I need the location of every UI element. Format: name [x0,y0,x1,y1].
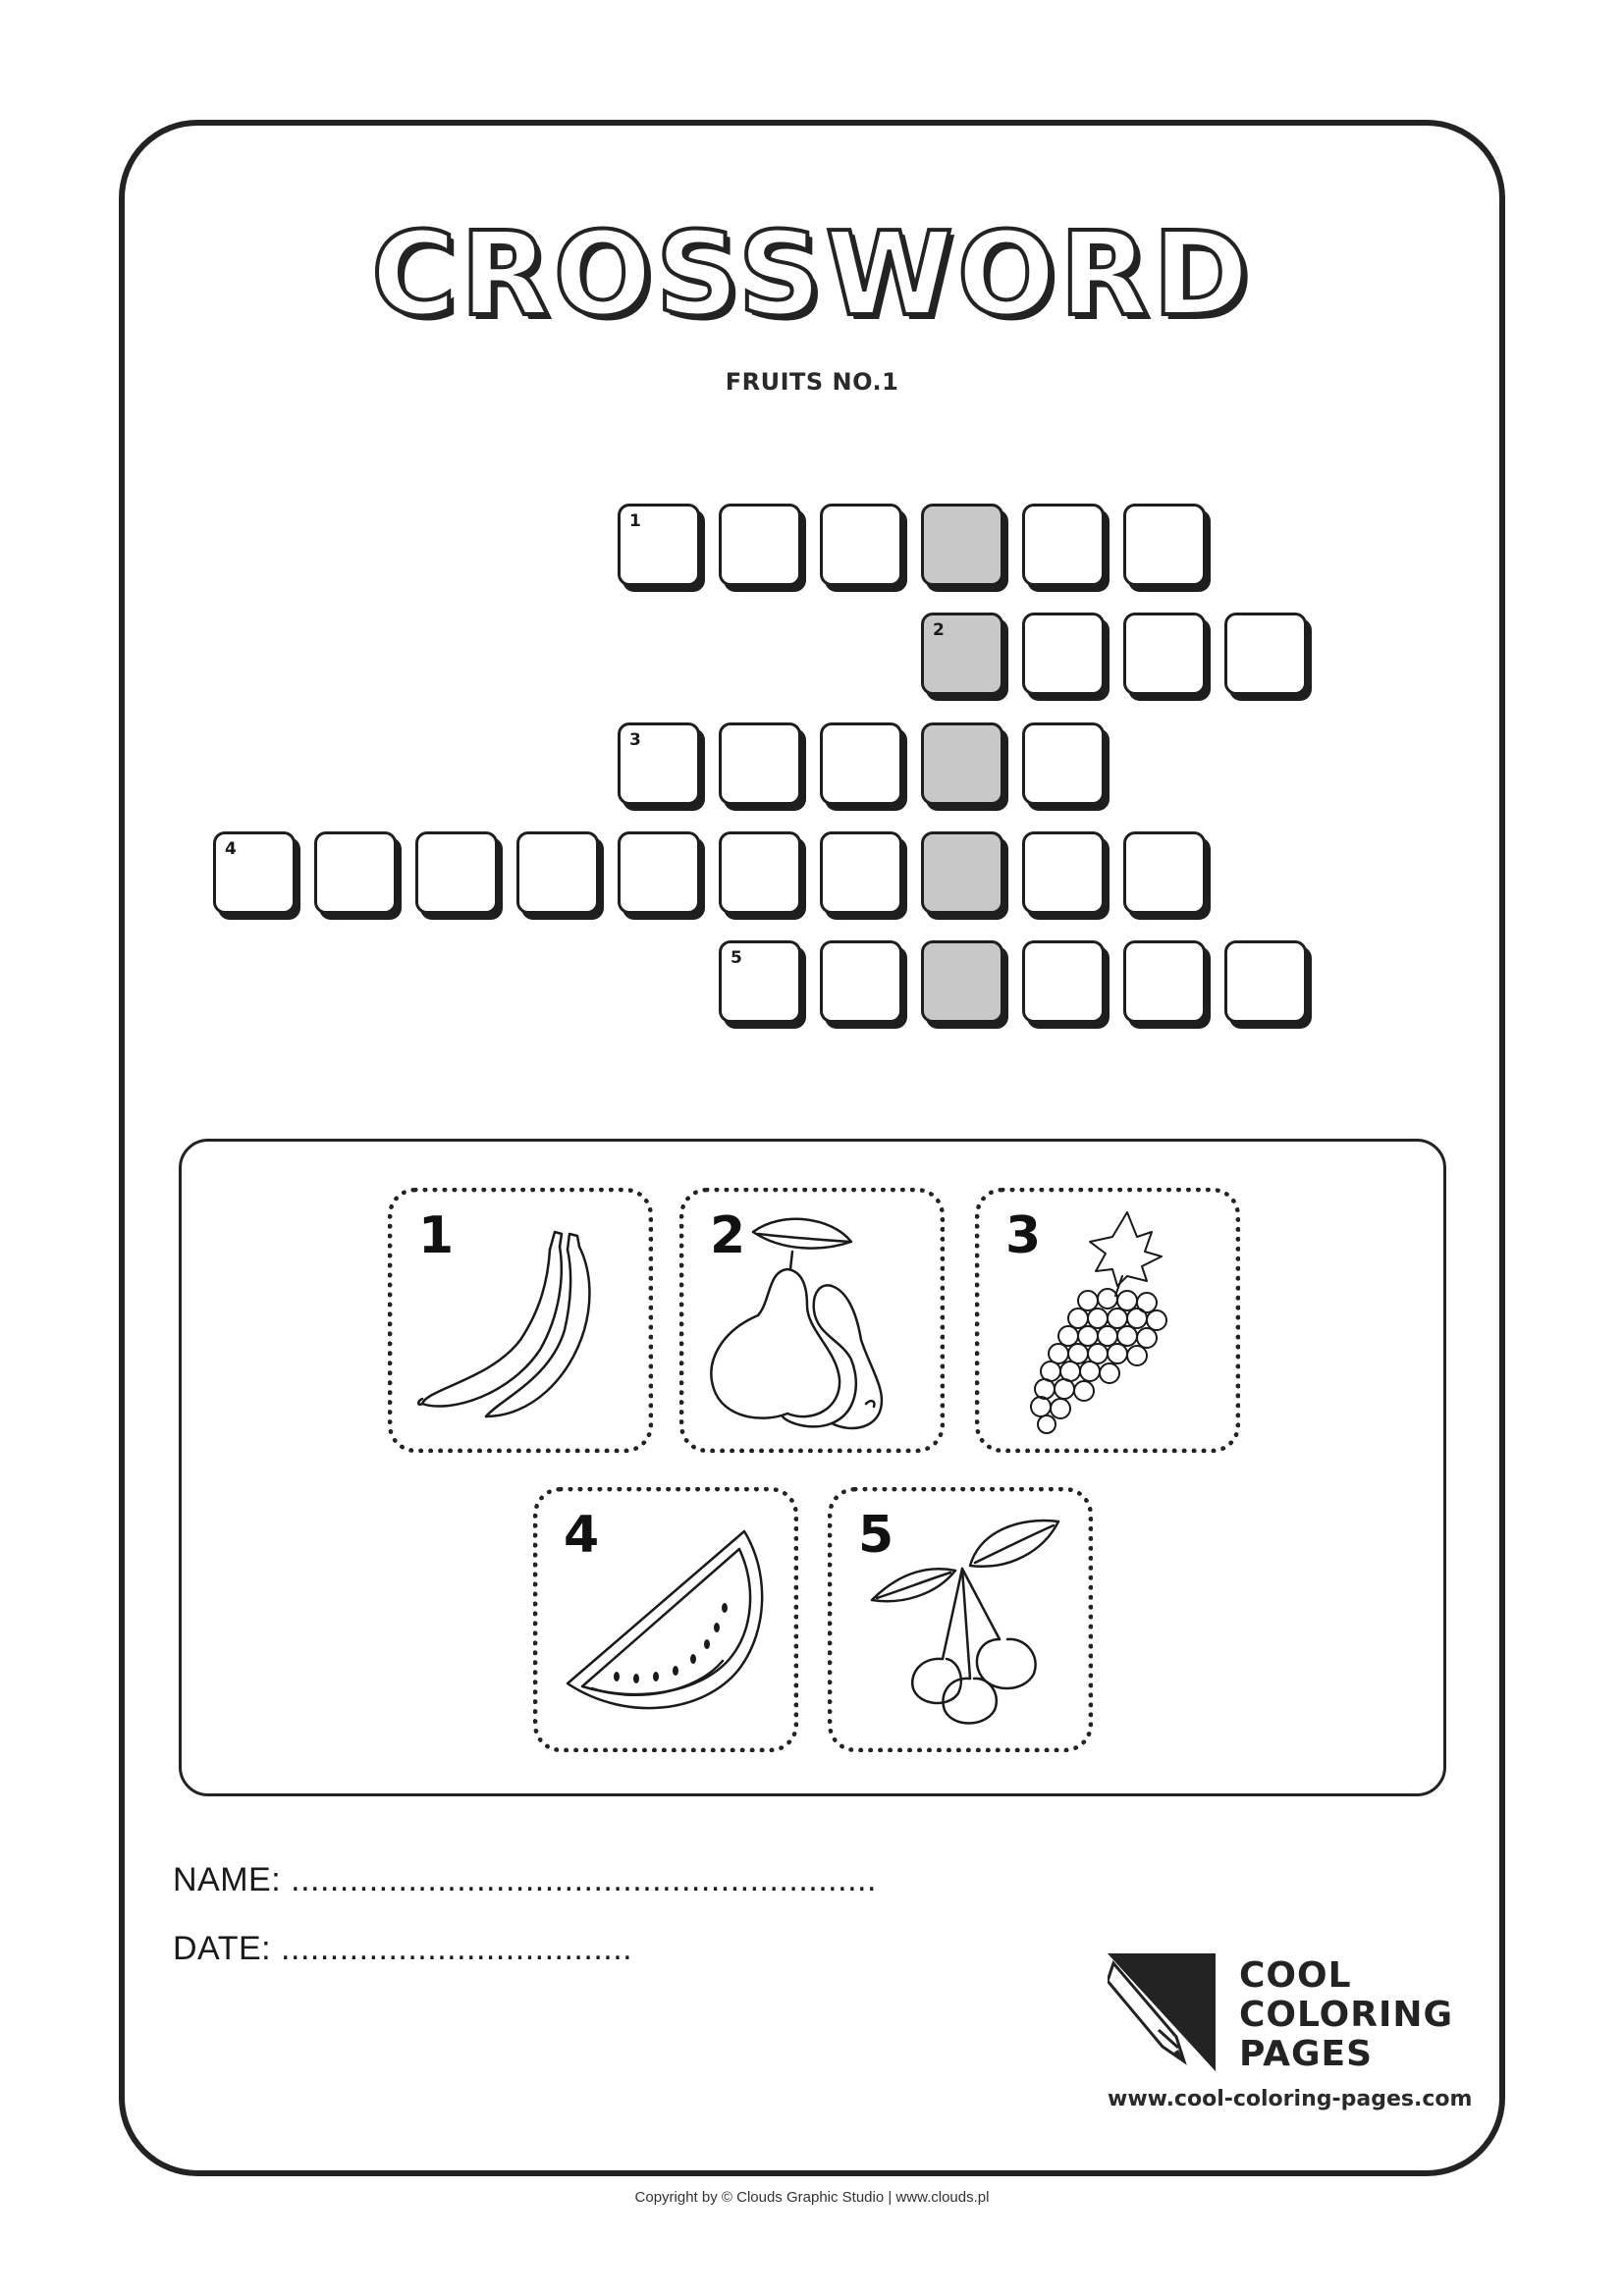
clue-number: 1 [418,1206,455,1265]
crossword-cell-1-5[interactable] [1022,504,1105,586]
clue-card-5 [828,1487,1093,1752]
pear-icon [684,1193,940,1448]
date-field[interactable]: DATE: .................................... [173,1930,633,1967]
crossword-cell-4-8[interactable] [921,831,1003,914]
crossword-cell-4-1[interactable] [213,831,296,914]
crossword-cell-1-6[interactable] [1123,504,1206,586]
crossword-cell-3-2[interactable] [719,722,801,805]
crossword-cell-1-1[interactable] [618,504,700,586]
crossword-cell-3-5[interactable] [1022,722,1105,805]
watermelon-icon [538,1492,793,1747]
crossword-cell-2-2[interactable] [1022,613,1105,695]
word-number: 5 [731,948,742,968]
clue-number: 2 [710,1206,746,1265]
clue-card-2 [679,1188,945,1453]
page-title: CROSSWORD [371,206,1253,342]
word-number: 4 [225,839,237,859]
page-subtitle: FRUITS NO.1 [725,368,899,396]
brand-line-2: COLORING [1239,1995,1454,2035]
brand-line-3: PAGES [1239,2034,1374,2074]
crossword-cell-5-3[interactable] [921,940,1003,1023]
crossword-cell-1-2[interactable] [719,504,801,586]
word-number: 3 [629,730,641,750]
cherries-icon [833,1492,1088,1747]
crossword-cell-5-5[interactable] [1123,940,1206,1023]
crossword-cell-5-6[interactable] [1224,940,1307,1023]
crossword-cell-5-1[interactable] [719,940,801,1023]
crossword-cell-5-4[interactable] [1022,940,1105,1023]
clue-card-1 [388,1188,653,1453]
clue-number: 3 [1005,1206,1042,1265]
crossword-cell-4-10[interactable] [1123,831,1206,914]
crossword-cell-1-4[interactable] [921,504,1003,586]
name-field[interactable]: NAME: ............................................................ [173,1861,877,1898]
crossword-cell-3-3[interactable] [820,722,902,805]
banana-icon [393,1193,648,1448]
clue-card-3 [975,1188,1240,1453]
word-number: 1 [629,511,641,531]
brand-url[interactable]: www.cool-coloring-pages.com [1108,2087,1473,2111]
crossword-cell-4-4[interactable] [516,831,599,914]
clue-card-4 [533,1487,798,1752]
crossword-cell-4-2[interactable] [314,831,397,914]
crossword-cell-4-5[interactable] [618,831,700,914]
crossword-cell-4-6[interactable] [719,831,801,914]
crossword-cell-4-9[interactable] [1022,831,1105,914]
clue-number: 4 [564,1506,600,1565]
crossword-cell-3-4[interactable] [921,722,1003,805]
brand-line-1: COOL [1239,1955,1352,1996]
crossword-cell-4-7[interactable] [820,831,902,914]
crossword-cell-3-1[interactable] [618,722,700,805]
pencil-logo-icon [1108,1953,1216,2071]
word-number: 2 [933,620,945,640]
crossword-cell-2-1[interactable] [921,613,1003,695]
crossword-cell-2-4[interactable] [1224,613,1307,695]
crossword-cell-5-2[interactable] [820,940,902,1023]
crossword-cell-4-3[interactable] [415,831,498,914]
grapes-icon [980,1193,1235,1448]
copyright-notice: Copyright by © Clouds Graphic Studio | www.clouds.pl [634,2189,990,2206]
crossword-cell-2-3[interactable] [1123,613,1206,695]
clue-number: 5 [858,1506,894,1565]
crossword-cell-1-3[interactable] [820,504,902,586]
